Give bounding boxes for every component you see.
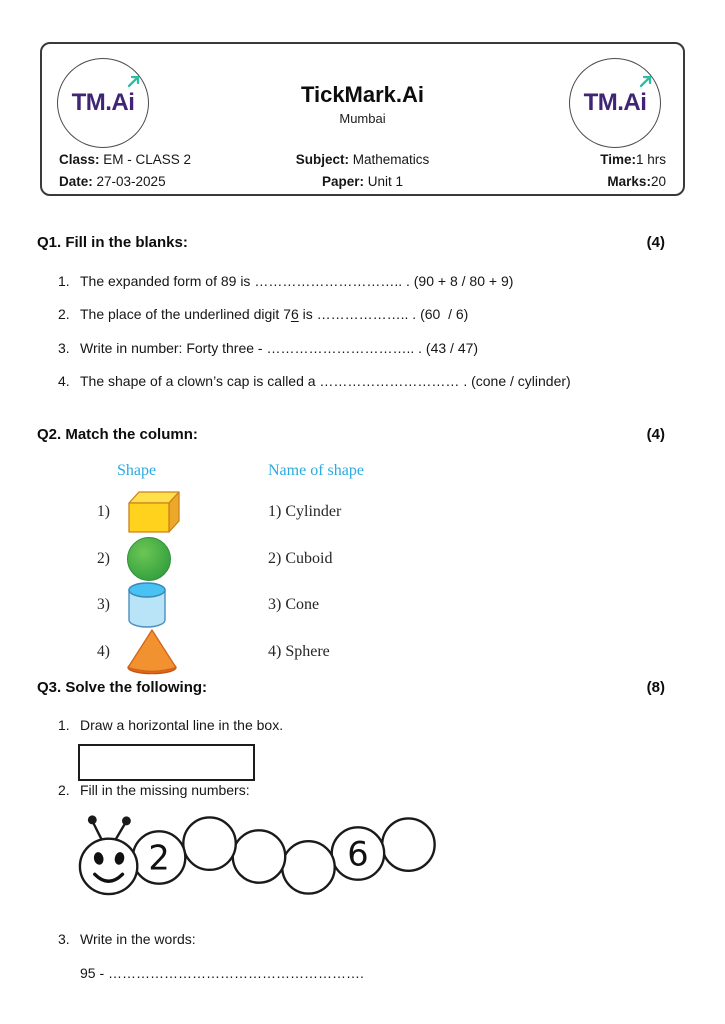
shape-name-option: 3) Cone <box>268 596 320 614</box>
match-column-block <box>97 462 437 675</box>
time-value: 1 hrs <box>635 152 666 167</box>
q3-item-1 <box>58 718 685 733</box>
org-subtitle: Mumbai <box>339 111 386 126</box>
item-text-pre: The place of the underlined digit 7 <box>80 306 291 322</box>
match-row-1 <box>97 489 437 536</box>
shape-column-header: Shape <box>117 462 157 479</box>
cylinder-shape <box>117 581 268 629</box>
item-text-pre: Write in number: Forty three - ………………………….. . (43 / 47) <box>80 340 479 356</box>
header-info-row-2 <box>59 174 666 189</box>
item-number: 1. <box>58 717 70 733</box>
match-headers <box>97 462 437 480</box>
date-value: 27-03-2025 <box>92 174 166 189</box>
class-value: EM - CLASS 2 <box>99 152 192 167</box>
logo-text: TM.Ai <box>71 89 135 116</box>
caterpillar-number-5: 6 <box>347 834 369 874</box>
q3-heading: Q3. Solve the following: <box>37 679 208 696</box>
q1-heading: Q1. Fill in the blanks: <box>37 234 188 251</box>
q2-heading: Q2. Match the column: <box>37 426 198 443</box>
logo-right <box>569 58 661 148</box>
horizontal-line-answer-box[interactable] <box>78 744 255 781</box>
q1-heading-row <box>37 234 665 251</box>
q3-marks: (8) <box>646 679 665 696</box>
q1-item-3 <box>58 341 685 356</box>
item-number: 2. <box>58 306 70 322</box>
item-number: 3. <box>58 340 70 356</box>
logo-text: TM.Ai <box>583 89 647 116</box>
subject-field <box>261 152 463 167</box>
item-text: Write in the words: <box>80 931 196 947</box>
q3-heading-row <box>37 679 665 696</box>
match-row-4 <box>97 629 437 676</box>
shape-name-option: 4) Sphere <box>268 642 330 660</box>
item-text: Draw a horizontal line in the box. <box>80 717 284 733</box>
paper-header-box <box>40 42 685 196</box>
shape-number: 3) <box>97 596 110 614</box>
paper-field <box>261 174 463 189</box>
marks-field <box>464 174 666 189</box>
match-rows <box>97 489 437 675</box>
item-text: Fill in the missing numbers: <box>80 782 250 798</box>
header-info-row-1 <box>59 152 666 167</box>
q3-item-2 <box>58 783 685 798</box>
q1-item-2 <box>58 307 685 322</box>
write-in-words-blank: 95 - ………………………………………………. <box>80 965 364 981</box>
sphere-shape <box>117 536 268 582</box>
cuboid-shape <box>117 490 268 535</box>
class-field <box>59 152 261 167</box>
item-text <box>80 274 513 289</box>
item-number: 1. <box>58 273 70 289</box>
paper-value: Unit 1 <box>363 174 404 189</box>
paper-label: Paper: <box>321 174 364 189</box>
cone-shape <box>117 628 268 675</box>
marks-label: Marks: <box>607 174 651 189</box>
match-row-3 <box>97 582 437 629</box>
item-number: 4. <box>58 373 70 389</box>
arrow-up-right-icon <box>638 74 653 89</box>
item-text-pre: The expanded form of 89 is ………………………….. . (90 + 8 / 80 + 9) <box>80 273 514 289</box>
shape-number: 4) <box>97 642 110 660</box>
item-text <box>80 374 571 389</box>
caterpillar-number-1: 2 <box>148 838 170 878</box>
match-row-2 <box>97 536 437 583</box>
item-text-underlined: 6 <box>290 306 299 322</box>
time-field <box>464 152 666 167</box>
subject-value: Mathematics <box>348 152 430 167</box>
item-number: 3. <box>58 931 70 947</box>
q1-item-1 <box>58 274 685 289</box>
q1-marks: (4) <box>646 234 665 251</box>
item-text-pre: The shape of a clown’s cap is called a ………………………… . (cone / cylinder) <box>80 373 571 389</box>
class-label: Class: <box>59 152 100 167</box>
q2-heading-row <box>37 426 665 443</box>
date-label: Date: <box>59 174 93 189</box>
time-label: Time: <box>600 152 636 167</box>
item-number: 2. <box>58 782 70 798</box>
date-field <box>59 174 261 189</box>
item-text <box>80 341 478 356</box>
shape-name-option: 1) Cylinder <box>268 503 342 521</box>
shape-number: 1) <box>97 503 110 521</box>
q3-item-3 <box>58 932 685 947</box>
caterpillar-missing-numbers-figure[interactable] <box>72 806 448 904</box>
shape-name-option: 2) Cuboid <box>268 549 333 567</box>
org-title: TickMark.Ai <box>300 82 425 107</box>
marks-value: 20 <box>650 174 666 189</box>
item-text-post: is ……………….. . (60 / 6) <box>298 306 469 322</box>
item-text <box>80 307 468 322</box>
q1-item-4 <box>58 374 685 389</box>
subject-label: Subject: <box>295 152 349 167</box>
q2-marks: (4) <box>646 426 665 443</box>
shape-number: 2) <box>97 549 110 567</box>
name-column-header: Name of shape <box>268 462 364 479</box>
